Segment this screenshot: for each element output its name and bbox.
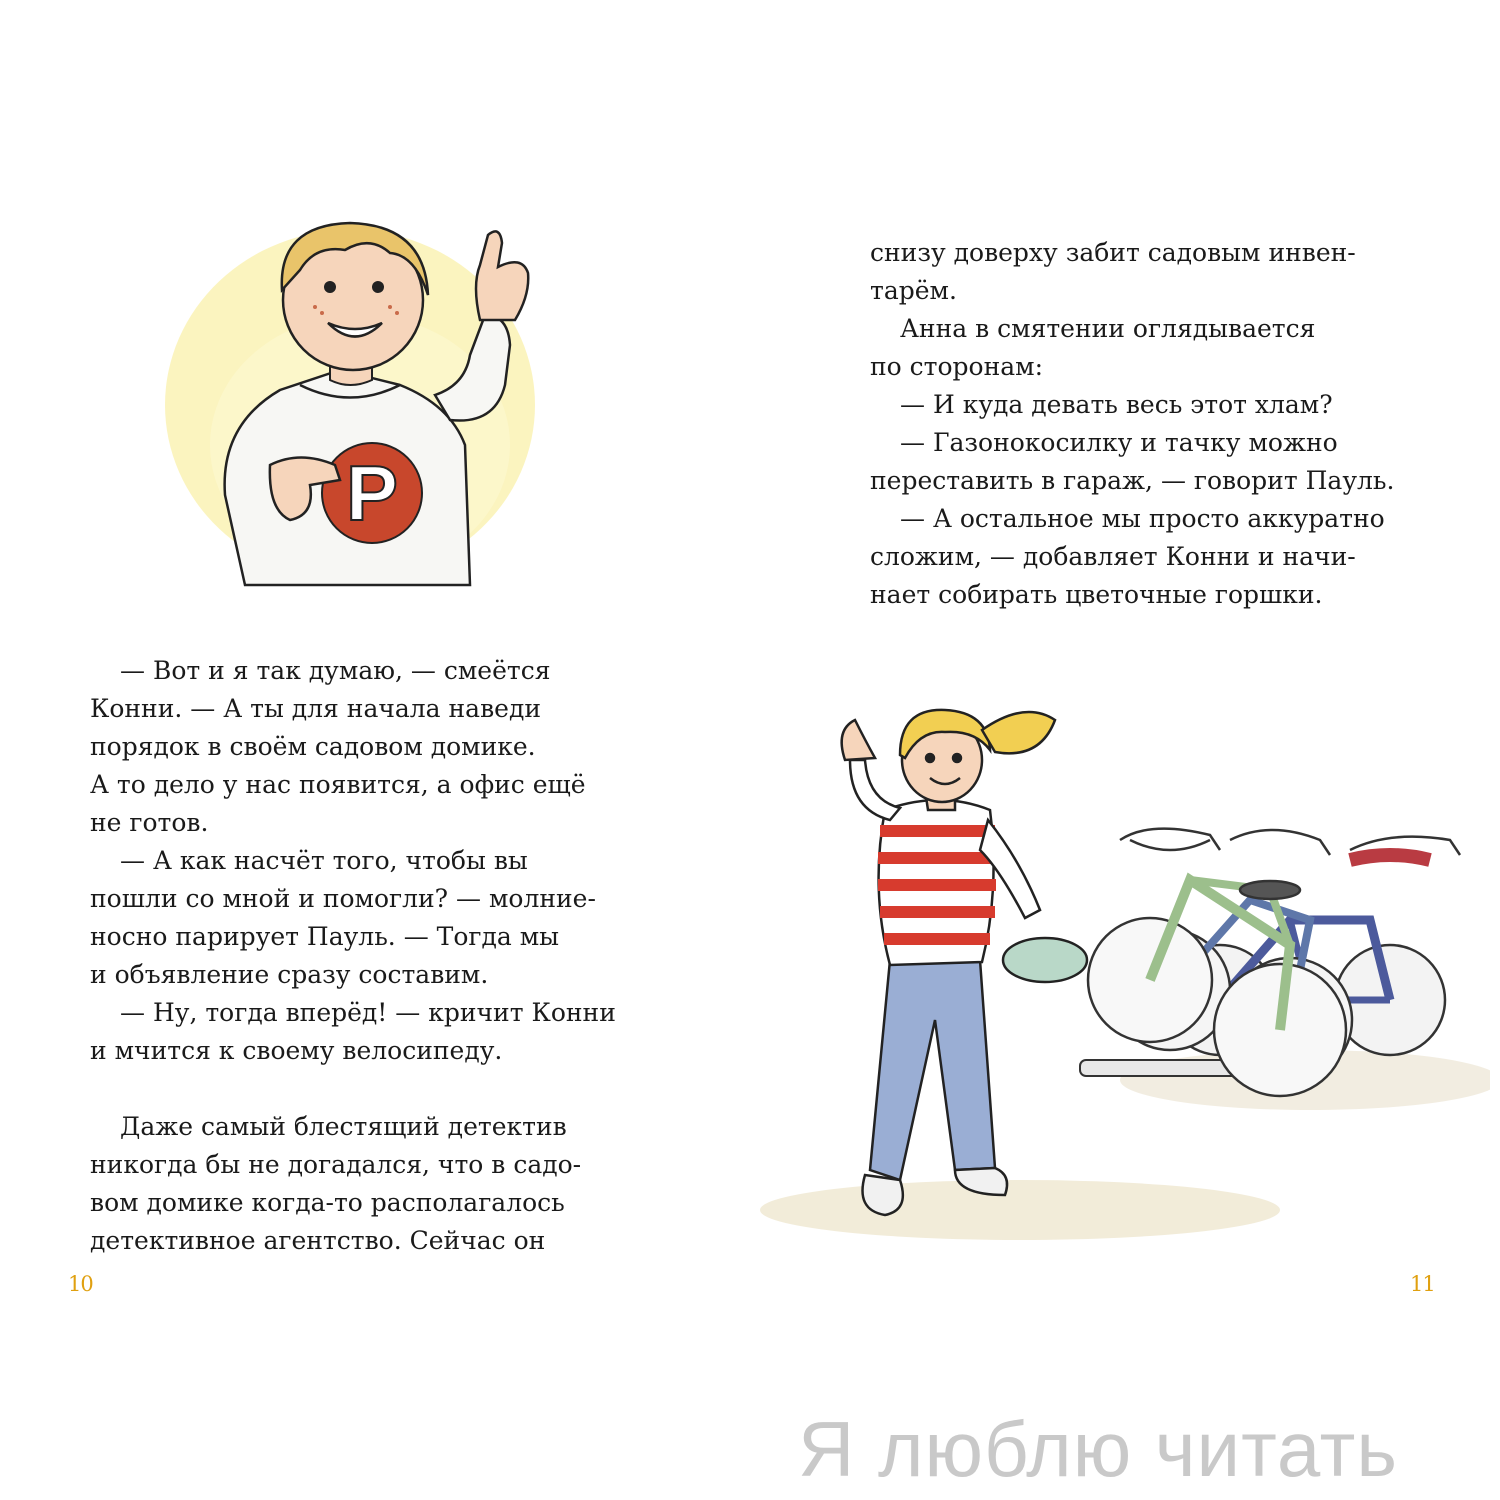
- text-line: и мчится к своему велосипеду.: [90, 1036, 503, 1065]
- text-line: тарём.: [870, 276, 957, 305]
- text-line: — А остальное мы просто аккуратно: [900, 504, 1385, 533]
- text-line: носно парирует Пауль. — Тогда мы: [90, 922, 560, 951]
- text-line: детективное агентство. Сейчас он: [90, 1226, 546, 1255]
- p-badge-letter: P: [345, 449, 399, 537]
- page-number-right: 11: [1410, 1272, 1435, 1296]
- text-line: — Вот и я так думаю, — смеётся: [120, 656, 551, 685]
- right-paragraph-5: [870, 500, 1385, 614]
- right-paragraph-3: [870, 386, 1333, 424]
- text-line: — Ну, тогда вперёд! — кричит Конни: [120, 998, 616, 1027]
- left-paragraph-3: [90, 994, 616, 1070]
- text-line: Конни. — А ты для начала наведи: [90, 694, 542, 723]
- girl-bicycles-illustration: [750, 690, 1490, 1250]
- left-paragraph-4: [90, 1108, 581, 1260]
- boy-illustration: [150, 195, 570, 595]
- right-paragraph-4: [870, 424, 1394, 500]
- right-paragraph-2: [870, 310, 1315, 386]
- text-line: — А как насчёт того, чтобы вы: [120, 846, 528, 875]
- page-number-left: 10: [68, 1272, 93, 1296]
- text-line: порядок в своём садовом домике.: [90, 732, 536, 761]
- text-line: — И куда девать весь этот хлам?: [900, 390, 1333, 419]
- watermark: Я люблю читать: [798, 1405, 1398, 1493]
- text-line: сложим, — добавляет Конни и начи-: [870, 542, 1356, 571]
- text-line: и объявление сразу составим.: [90, 960, 489, 989]
- text-line: не готов.: [90, 808, 209, 837]
- text-line: Даже самый блестящий детектив: [120, 1112, 567, 1141]
- text-line: нает собирать цветочные горшки.: [870, 580, 1323, 609]
- text-line: — Газонокосилку и тачку можно: [900, 428, 1338, 457]
- text-line: по сторонам:: [870, 352, 1044, 381]
- right-page: [750, 0, 1500, 1500]
- text-line: пошли со мной и помогли? — молние-: [90, 884, 596, 913]
- text-line: переставить в гараж, — говорит Пауль.: [870, 466, 1395, 495]
- left-paragraph-1: [90, 652, 586, 842]
- text-line: никогда бы не догадался, что в садо-: [90, 1150, 582, 1179]
- text-line: вом домике когда-то располагалось: [90, 1188, 565, 1217]
- text-line: снизу доверху забит садовым инвен-: [870, 238, 1356, 267]
- jeans: [870, 960, 995, 1180]
- right-paragraph-1: [870, 234, 1356, 310]
- left-paragraph-2: [90, 842, 596, 994]
- floor-shadow: [760, 1180, 1280, 1240]
- pointing-hand: [476, 231, 528, 320]
- bike-helmet: [1003, 938, 1087, 982]
- girl: [842, 710, 1087, 1215]
- text-line: Анна в смятении оглядывается: [900, 314, 1316, 343]
- text-line: А то дело у нас появится, а офис ещё: [90, 770, 586, 799]
